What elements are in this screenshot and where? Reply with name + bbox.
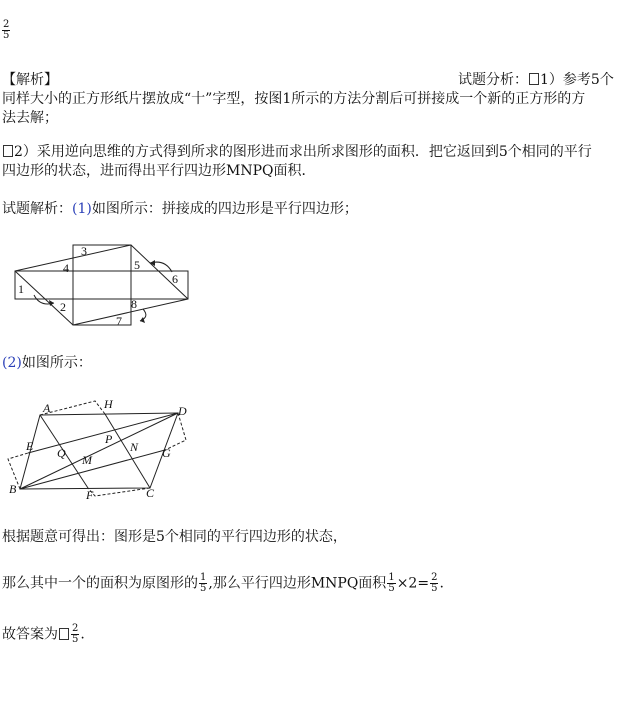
fraction-one-fifth: $\frac{1}{5}$	[388, 572, 395, 594]
fig2-label-H: H	[104, 397, 113, 411]
fig1-label-6: 6	[172, 272, 178, 286]
fig2-label-D: D	[178, 404, 187, 418]
analysis-heading: 试题分析： 1）参考5个	[458, 72, 614, 88]
analysis-para1-line2: 法去解；	[2, 110, 58, 126]
figure-2-parallelogram	[0, 393, 200, 505]
fraction-two-fifths: $\frac{2}{5}$	[431, 572, 438, 594]
fig2-label-B: B	[9, 482, 17, 496]
analysis-para2-line2: 四边形的状态，进而得出平行四边形MNPQ面积．	[2, 163, 316, 179]
fig1-label-2: 2	[60, 300, 66, 314]
fig2-label-Q: Q	[57, 446, 66, 460]
analysis-para1-line1: 同样大小的正方形纸片摆放成“十”字型，按图1所示的方法分割后可拼接成一个新的正方形的方	[2, 91, 586, 107]
placeholder-box	[3, 145, 13, 157]
fig1-label-8: 8	[131, 297, 137, 311]
area-derivation: 那么其中一个的面积为原图形的 $\frac{1}{5}$ ,那么平行四边形MNPQ面积 $\frac{1}{5}$ ×2= $\frac{2}{5}$ .	[2, 572, 444, 594]
top-answer-fraction: $\frac{2}{5}$	[3, 19, 10, 41]
fig2-label-M: M	[82, 453, 92, 467]
fig2-label-N: N	[130, 440, 139, 454]
fig1-label-3: 3	[81, 244, 87, 258]
jiexi-heading: 【解析】	[2, 72, 58, 88]
fig2-label-G: G	[162, 446, 171, 460]
solution-part2: (2)如图所示：	[2, 355, 92, 371]
final-answer: 故答案为 $\frac{2}{5}$ .	[2, 623, 85, 645]
figure-1-cross-dissection	[0, 235, 200, 335]
solution-part1: 试题解析：(1)如图所示：拼接成的四边形是平行四边形；	[2, 201, 358, 217]
fig2-label-P: P	[105, 432, 113, 446]
placeholder-box	[59, 628, 69, 640]
fig1-label-4: 4	[63, 261, 69, 275]
fig1-label-1: 1	[18, 282, 24, 296]
fig1-label-5: 5	[134, 258, 140, 272]
fraction-one-fifth: $\frac{1}{5}$	[200, 572, 207, 594]
state-conclusion: 根据题意可得出：图形是5个相同的平行四边形的状态，	[2, 529, 347, 545]
fig2-label-F: F	[86, 488, 94, 502]
placeholder-box	[529, 73, 539, 85]
fig2-label-A: A	[43, 401, 51, 415]
fig2-label-E: E	[26, 439, 34, 453]
fraction-two-fifths: $\frac{2}{5}$	[72, 623, 79, 645]
analysis-para2-line1: 2）采用逆向思维的方式得到所求的图形进而求出所求图形的面积．把它返回到5个相同的平行	[2, 142, 592, 162]
fig1-label-7: 7	[116, 314, 122, 328]
fig2-label-C: C	[146, 486, 155, 500]
